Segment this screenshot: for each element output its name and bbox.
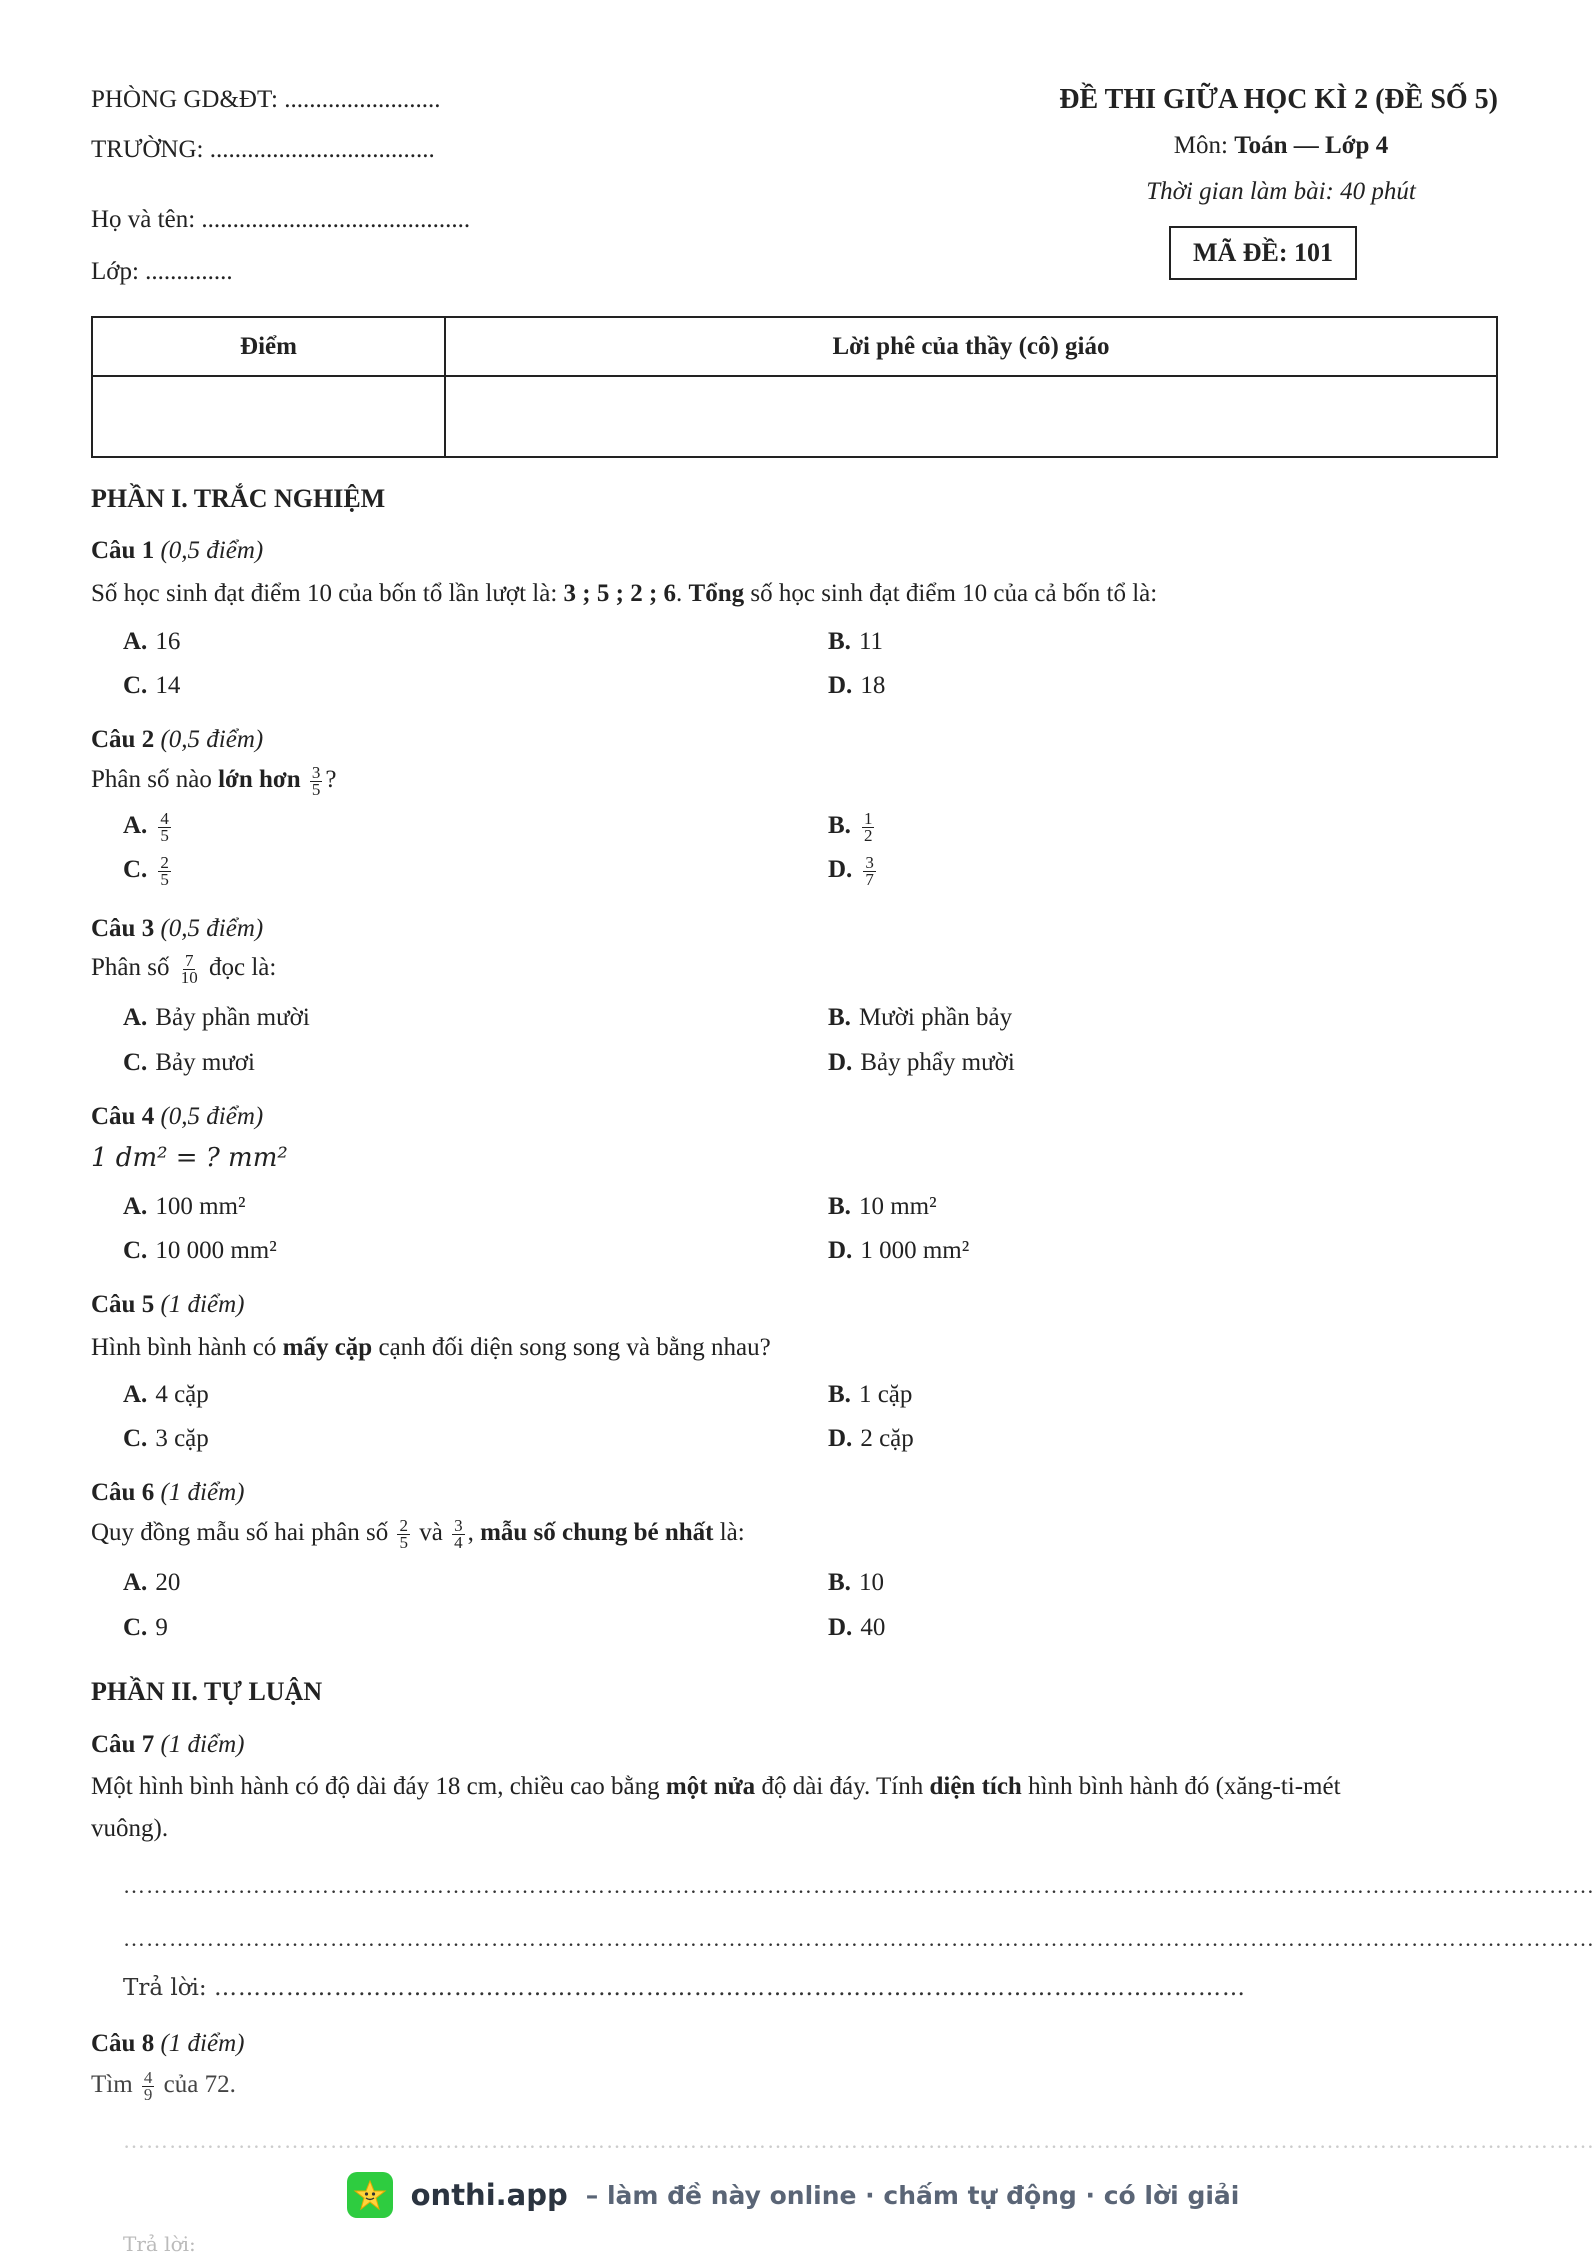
q5-heading: Câu 5 (1 điểm) (91, 1291, 245, 1318)
q6-option-c[interactable]: C. 9 (123, 1614, 168, 1641)
q7-answer-row[interactable]: Trả lời: ………………………………………………………………………………………………………………… (123, 1975, 1246, 2001)
q1-text-c: . (676, 580, 689, 607)
bottom-cut-text: Trả lời: (123, 2232, 196, 2256)
brand-tagline: – làm đề này online · chấm tự động · có lời giải (585, 2180, 1240, 2210)
department-line: PHÒNG GD&ĐT: ......................... (91, 86, 441, 113)
q5-text: Hình bình hành có mấy cặp cạnh đối diện song song và bằng nhau? (91, 1334, 771, 1361)
q6-fraction-1: $\frac{2}{5}$ (399, 1516, 408, 1552)
q2-fraction: $\frac{3}{5}$ (311, 763, 321, 799)
q4-option-b[interactable]: B. 10 mm² (828, 1193, 937, 1220)
q1-heading (91, 537, 263, 565)
q4-heading: Câu 4 (0,5 điểm) (91, 1103, 264, 1130)
q1-option-d[interactable]: D. 18 (828, 672, 886, 699)
q1-text-b: 3 ; 5 ; 2 ; 6 (563, 580, 677, 607)
q8-answer-line-1[interactable]: ………………………………………………………………………………………………………………………………………………………………………… (123, 2128, 1595, 2153)
q5-option-c[interactable]: C. 3 cặp (123, 1425, 209, 1452)
student-name-line: Họ và tên: ........................................... (91, 206, 471, 233)
q6-text: Quy đồng mẫu số hai phân số $\frac{2}{5}$ và $\frac{3}{4}$ , mẫu số chung bé nhất là: (91, 1516, 745, 1552)
q6-option-b[interactable]: B. 10 (828, 1569, 884, 1596)
q4-option-d[interactable]: D. 1 000 mm² (828, 1237, 970, 1264)
q1-label: Câu 1 (91, 537, 155, 564)
brand-name[interactable]: onthi.app (410, 2178, 568, 2212)
q1-points: (0,5 điểm) (160, 537, 264, 564)
q1-text (91, 580, 1157, 608)
class-line: Lớp: .............. (91, 258, 233, 285)
q5-option-b[interactable]: B. 1 cặp (828, 1381, 913, 1408)
q2-option-a[interactable]: A. $\frac{4}{5}$ (123, 809, 169, 845)
grade-table (91, 316, 1498, 458)
grade-cell[interactable] (92, 376, 445, 457)
q7-answer-line-1[interactable]: ………………………………………………………………………………………………………………………………………………………………………… (123, 1873, 1595, 1898)
part2-title: PHẦN II. TỰ LUẬN (91, 1677, 323, 1706)
comment-col-header: Lời phê của thầy (cô) giáo (445, 317, 1497, 376)
q7-answer-label: Trả lời: (123, 1975, 207, 2001)
q3-option-a[interactable]: A. Bảy phần mười (123, 1004, 310, 1031)
grade-col-header: Điểm (92, 317, 445, 376)
q7-text-line2: vuông). (91, 1815, 169, 1842)
q7-heading: Câu 7 (1 điểm) (91, 1731, 245, 1758)
q2-option-c[interactable]: C. $\frac{2}{5}$ (123, 853, 169, 889)
promo-footer[interactable] (0, 2160, 1586, 2230)
q1-option-c[interactable]: C. 14 (123, 672, 181, 699)
onthi-logo-icon (347, 2172, 393, 2218)
school-line: TRƯỜNG: .................................... (91, 136, 435, 163)
q1-option-a[interactable]: A. 16 (123, 628, 181, 655)
subject-value: Toán — Lớp 4 (1234, 132, 1389, 159)
q6-option-a[interactable]: A. 20 (123, 1569, 181, 1596)
q3-fraction: $\frac{7}{10}$ (180, 951, 198, 987)
q1-text-e: số học sinh đạt điểm 10 của cả bốn tổ là: (744, 580, 1158, 607)
exam-title: ĐỀ THI GIỮA HỌC KÌ 2 (ĐỀ SỐ 5) (1059, 84, 1498, 115)
q3-option-b[interactable]: B. Mười phần bảy (828, 1004, 1013, 1031)
q3-text: Phân số $\frac{7}{10}$ đọc là: (91, 951, 277, 987)
q6-option-d[interactable]: D. 40 (828, 1614, 886, 1641)
q7-answer-line-2[interactable]: ………………………………………………………………………………………………………………………………………………………………………… (123, 1926, 1595, 1951)
subject-line (1146, 132, 1416, 160)
q2-heading (91, 726, 263, 754)
q7-text-line1: Một hình bình hành có độ dài đáy 18 cm, chiều cao bằng một nửa độ dài đáy. Tính diện tích hình bình hành đó (xăng-ti-mét (91, 1773, 1341, 1800)
q1-text-d: Tổng (688, 580, 745, 607)
q8-text: Tìm $\frac{4}{9}$ của 72. (91, 2068, 236, 2104)
q2-option-d[interactable]: D. $\frac{3}{7}$ (828, 853, 874, 889)
exam-time: Thời gian làm bài: 40 phút (1146, 178, 1416, 205)
q5-option-d[interactable]: D. 2 cặp (828, 1425, 914, 1452)
q5-option-a[interactable]: A. 4 cặp (123, 1381, 209, 1408)
part1-title: PHẦN I. TRẮC NGHIỆM (91, 484, 386, 513)
q2-label: Câu 2 (91, 726, 155, 753)
q4-option-c[interactable]: C. 10 000 mm² (123, 1237, 277, 1264)
q1-option-b[interactable]: B. 11 (828, 628, 884, 655)
comment-cell[interactable] (445, 376, 1497, 457)
q4-option-a[interactable]: A. 100 mm² (123, 1193, 246, 1220)
q6-fraction-2: $\frac{3}{4}$ (454, 1516, 463, 1552)
q8-heading: Câu 8 (1 điểm) (91, 2030, 245, 2057)
q2-text: Phân số nào lớn hơn $\frac{3}{5}$ ? (91, 763, 337, 799)
q8-fraction: $\frac{4}{9}$ (143, 2068, 153, 2104)
q4-math: 1 dm² = ? mm² (91, 1143, 288, 1173)
exam-code-box: MÃ ĐỀ: 101 (1169, 226, 1357, 280)
q2-option-b[interactable]: B. $\frac{1}{2}$ (828, 809, 873, 845)
q6-heading: Câu 6 (1 điểm) (91, 1479, 245, 1506)
q3-heading: Câu 3 (0,5 điểm) (91, 915, 264, 942)
q3-option-c[interactable]: C. Bảy mươi (123, 1049, 255, 1076)
q3-option-d[interactable]: D. Bảy phẩy mười (828, 1049, 1015, 1076)
q2-points: (0,5 điểm) (160, 726, 264, 753)
q1-text-a: Số học sinh đạt điểm 10 của bốn tổ lần lượt là: (91, 580, 564, 607)
subject-label: Môn: (1173, 132, 1235, 159)
